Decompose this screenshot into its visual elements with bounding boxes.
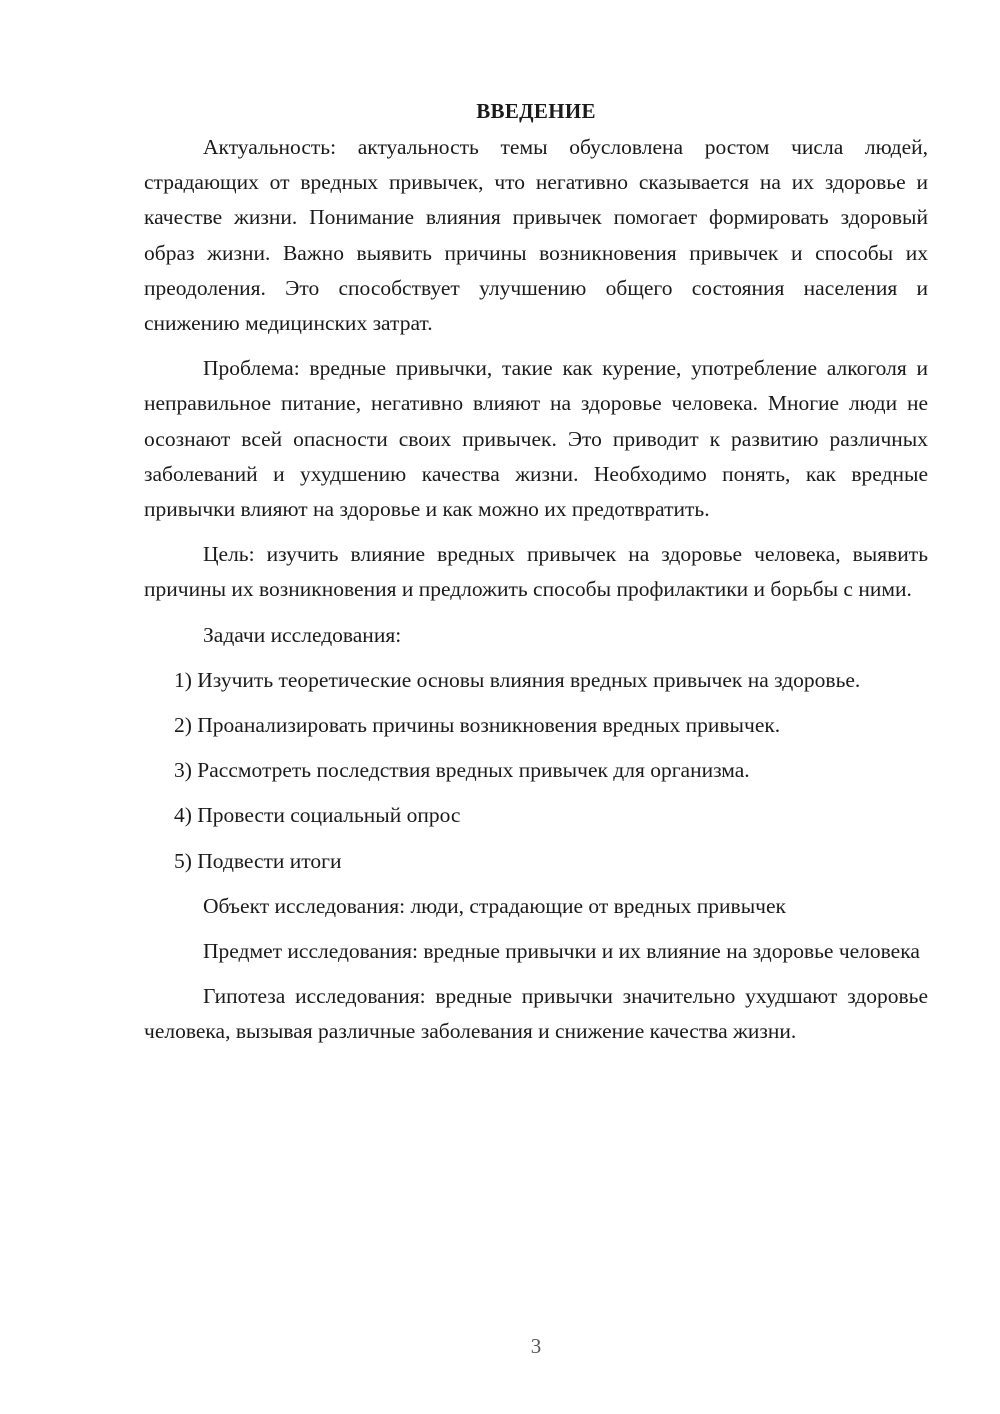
research-subject: Предмет исследования: вредные привычки и их влияние на здоровье человека	[203, 939, 920, 964]
research-hypothesis: Гипотеза исследования: вредные привычки значительно ухудшают здоровье человека, вызывая различные заболевания и снижение качества жизни.	[144, 984, 928, 1044]
tasks-heading: Задачи исследования:	[203, 622, 402, 647]
page-content	[144, 96, 928, 1060]
paragraph-relevance: Актуальность: актуальность темы обусловлена ростом числа людей, страдающих от вредных привычек, что негативно сказывается на их здоровье и качестве жизни. Понимание влияния привычек помогает формировать здоровый образ жизни. Важно выявить причины возникновения привычек и способы их преодоления. Это способствует улучшению общего состояния населения и снижению медицинских затрат.	[144, 135, 928, 336]
paragraph-goal: Цель: изучить влияние вредных привычек на здоровье человека, выявить причины их возникновения и предложить способы профилактики и борьбы с ними.	[144, 542, 928, 602]
page-number: 3	[530, 1334, 542, 1358]
research-object: Объект исследования: люди, страдающие от вредных привычек	[203, 893, 786, 918]
task-item-1: 1) Изучить теоретические основы влияния вредных привычек на здоровье.	[174, 667, 861, 692]
task-item-4: 4) Провести социальный опрос	[174, 803, 461, 828]
task-item-3: 3) Рассмотреть последствия вредных привычек для организма.	[174, 758, 750, 783]
task-item-5: 5) Подвести итоги	[174, 848, 342, 873]
task-item-2: 2) Проанализировать причины возникновения вредных привычек.	[174, 713, 781, 738]
page-title: ВВЕДЕНИЕ	[476, 99, 596, 123]
paragraph-problem: Проблема: вредные привычки, такие как курение, употребление алкоголя и неправильное питание, негативно влияют на здоровье человека. Многие люди не осознают всей опасности своих привычек. Это приводит к развитию различных заболеваний и ухудшению качества жизни. Необходимо понять, как вредные привычки влияют на здоровье и как можно их предотвратить.	[144, 356, 928, 522]
